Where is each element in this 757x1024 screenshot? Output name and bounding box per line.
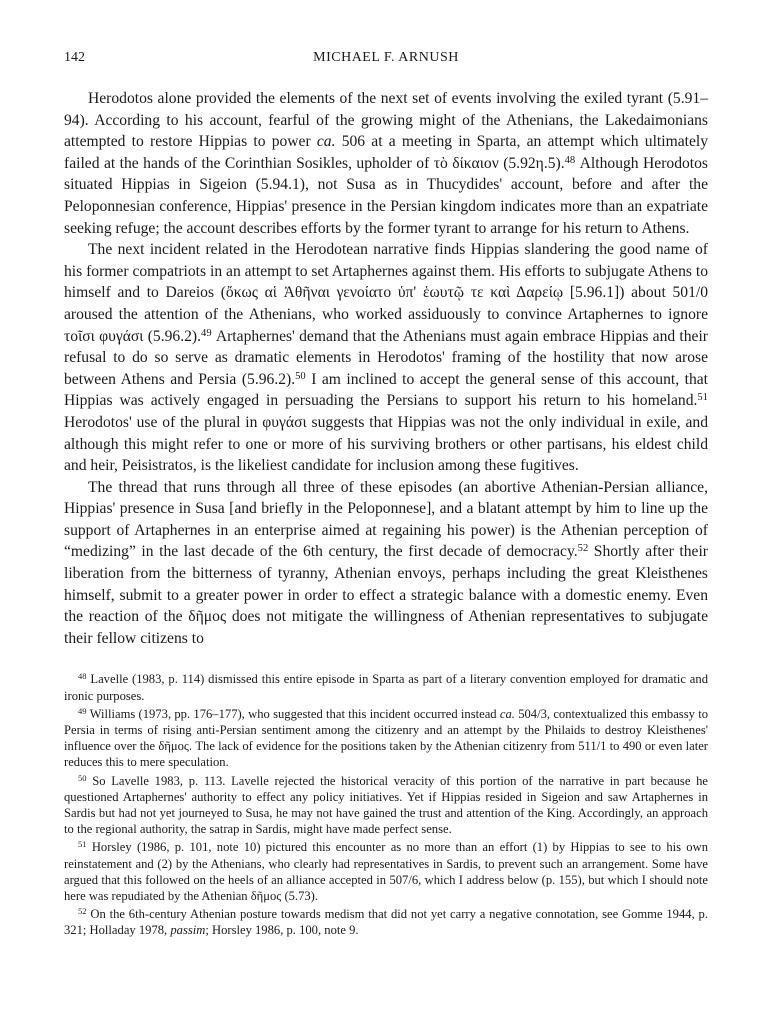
footnote-ref-50: 50 [295, 370, 306, 382]
footnote-number: 50 [78, 772, 87, 783]
footnote-ref-49: 49 [201, 327, 212, 339]
running-title: MICHAEL F. ARNUSH [313, 50, 459, 65]
footnote-text: Horsley (1986, p. 101, note 10) pictured this encounter as no more than an effort (1) by Hippias to see to his own reinstatement and (2) by the Athenians, who clearly had representatives in Sardis, to prevent such an arrangement. Some have argued that this followed on the heels of an alliance accepted in 507/6, which I address below (p. 155), but which I should note here was repudiated by the Athenian δῆμος (5.73). [64, 840, 708, 904]
page [64, 50, 708, 941]
footnote-number: 51 [78, 839, 87, 850]
footnote-text: Williams (1973, pp. 176–177), who suggested that this incident occurred instead [86, 706, 500, 721]
footnote-text: ; Horsley 1986, p. 100, note 9. [205, 923, 359, 938]
footnote-48 [64, 671, 708, 703]
text: I am inclined to accept the general sense of this account, that Hippias was actively engaged in persuading the Persians to support his return to his homeland. [64, 370, 708, 410]
text: Artaphernes' demand that the Athenians must again embrace Hippias and their refusal to do so serve as dramatic elements in Herodotos' framing of the hostility that now arose between Athens and Persia (5.96.2). [64, 327, 709, 388]
italic-text: ca. [316, 133, 336, 151]
footnote-number: 49 [78, 706, 87, 716]
body-text [64, 88, 708, 649]
italic-text: passim [170, 923, 206, 938]
text: The next incident related in the Herodotean narrative finds Hippias slandering the good name of his former compatriots in an attempt to set Artaphernes against them. His efforts to subjugate Athens to himself and to Dareios (ὄκως αἱ Ἀθῆναι γενοίατο ὑπ' ἑωυτῷ τε καὶ Δαρείῳ [5.96.1]) about 501/0 aroused the attention of the Athenians, who worked assiduously to convince Artaphernes to ignore τοῖσι φυγάσι (5.96.2). [64, 241, 708, 345]
running-head [64, 50, 708, 72]
footnotes [64, 671, 708, 938]
footnote-ref-51: 51 [697, 392, 708, 404]
footnote-text: On the 6th-century Athenian posture towards medism that did not yet carry a negative connotation, see Gomme 1944, p. 321; Holladay 1978, [64, 907, 708, 938]
paragraph-3 [64, 477, 708, 650]
footnote-52 [64, 906, 708, 938]
footnote-49 [64, 706, 708, 771]
footnote-text: 504/3, contextualized this embassy to Persia in terms of rising anti-Persian sentiment among the citizenry and an attempt by the Philaids to destroy Kleisthenes' influence over the δῆμος. The lack of evidence for the positions taken by the Athenian citizenry from 511/1 to 490 or even later reduces this to mere speculation. [64, 706, 708, 770]
footnote-number: 52 [78, 906, 87, 917]
footnote-50 [64, 773, 708, 838]
text: Shortly after their liberation from the bitterness of tyranny, Athenian envoys, perhaps including the great Kleisthenes himself, submit to a greater power in order to effect a strategic balance with a domestic enemy. Even the reaction of the δῆμος does not mitigate the willingness of Athenian representatives to subjugate their fellow citizens to [64, 543, 708, 647]
footnote-ref-52: 52 [577, 543, 589, 555]
footnote-ref-48: 48 [564, 155, 576, 167]
text: The thread that runs through all three of these episodes (an abortive Athenian-Persian alliance, Hippias' presence in Susa [and briefly in the Peloponnese], and a blatant attempt by him to line up the support of Artaphernes in an enterprise aimed at regaining his power) is the Athenian perception of “medizing” in the last decade of the 6th century, the first decade of democracy. [64, 478, 708, 561]
text: Although Herodotos situated Hippias in Sigeion (5.94.1), not Susa as in Thucydides' account, before and after the Peloponnesian conference, Hippias' presence in the Persian kingdom indicates more than an expatriate seeking refuge; the account describes efforts by the former tyrant to arrange for his return to Athens. [64, 154, 708, 237]
paragraph-1 [64, 88, 708, 239]
italic-text: ca. [499, 706, 515, 721]
text: Herodotos' use of the plural in φυγάσι suggests that Hippias was not the only individual in exile, and although this might refer to one or more of his surviving brothers or other partisans, his eldest child and heir, Peisistratos, is the likeliest candidate for inclusion among these fugitives. [64, 413, 708, 475]
text: Herodotos alone provided the elements of the next set of events involving the exiled tyrant (5.91–94). According to his account, fearful of the growing might of the Athenians, the Lakedaimonians attempted to restore Hippias to power [64, 90, 708, 151]
footnote-text: So Lavelle 1983, p. 113. Lavelle rejected the historical veracity of this portion of the narrative in part because he questioned Artaphernes' authority to effect any policy initiatives. Yet if Hippias resided in Sigeion and saw Artaphernes in Sardis but had not yet journeyed to Susa, he may not have gained the trust and attention of the King. Accordingly, an approach to the regional authority, the satrap in Sardis, might have made perfect sense. [64, 773, 708, 837]
page-number: 142 [64, 50, 85, 65]
paragraph-2 [64, 239, 708, 477]
text: 506 at a meeting in Sparta, an attempt which ultimately failed at the hands of the Corinthian Sosikles, upholder of τὸ δίκαιον (5.92η.5). [64, 133, 709, 172]
footnote-text: Lavelle (1983, p. 114) dismissed this entire episode in Sparta as part of a literary convention employed for dramatic and ironic purposes. [64, 672, 708, 703]
footnote-number: 48 [78, 671, 87, 682]
footnote-51 [64, 839, 708, 904]
